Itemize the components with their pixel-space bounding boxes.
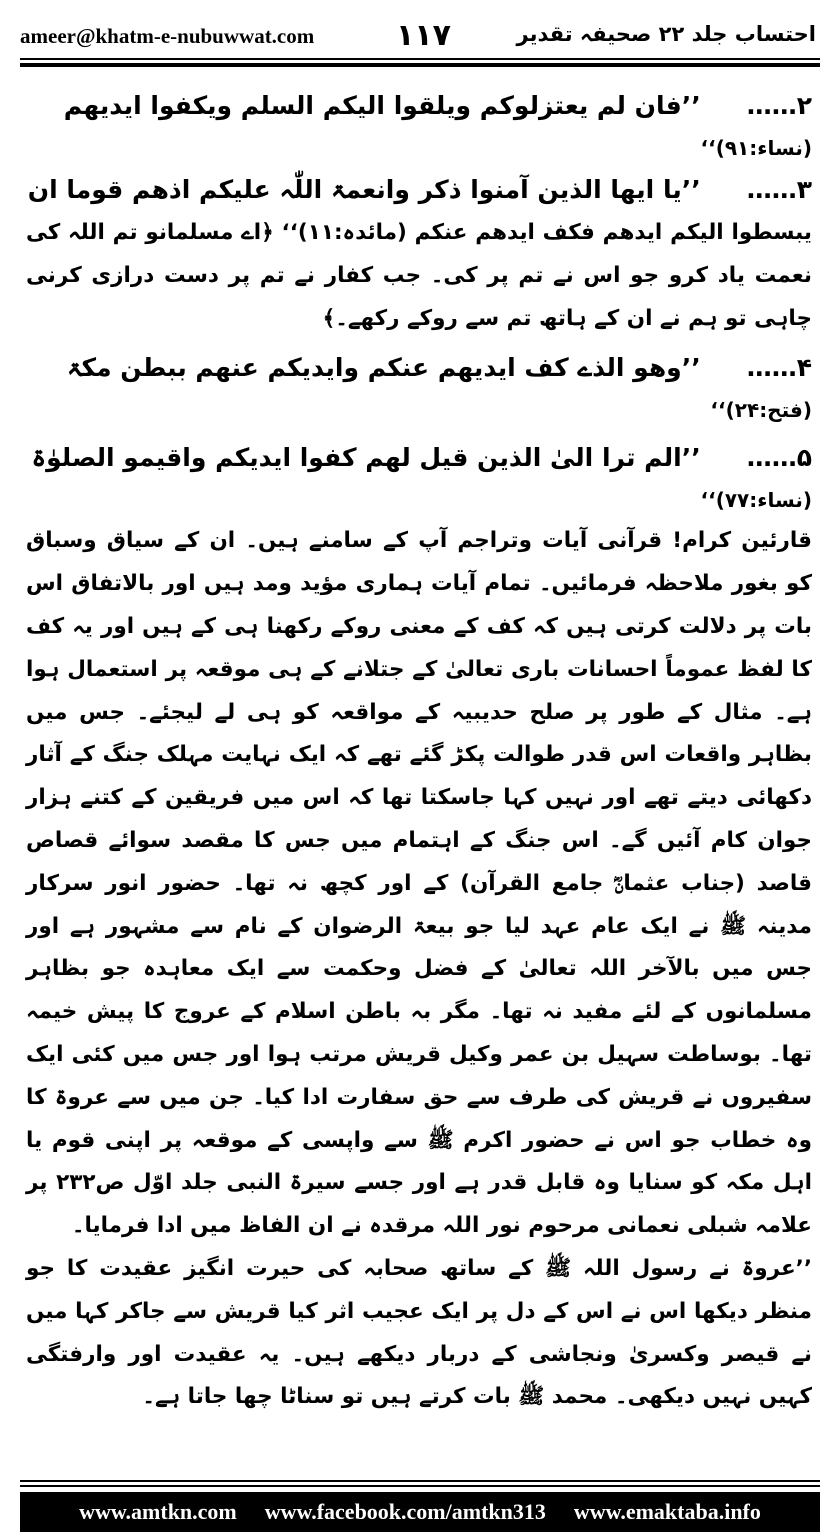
verse-3	[26, 168, 812, 340]
verse-2	[26, 84, 812, 168]
verse-number: ۴……	[746, 353, 812, 383]
verse-arabic: ’’الم ترا الیٰ الذین قیل لھم کفوا ایدیکم واقیمو الصلوٰۃ	[31, 443, 701, 473]
footer-rule-top	[20, 1480, 820, 1482]
verse-reference: (نساء:۷۷)‘‘	[700, 488, 812, 513]
footer-link-site[interactable]: www.amtkn.com	[79, 1499, 237, 1524]
verse-text	[26, 168, 812, 212]
page-footer	[20, 1492, 820, 1532]
header-rule-bottom	[20, 63, 820, 67]
page-number: ۱۱۷	[396, 18, 451, 53]
page-header	[20, 14, 820, 56]
body-paragraph-2: ’’عروۃ نے رسول اللہ ﷺ کے ساتھ صحابہ کی حیرت انگیز عقیدت کا جو منظر دیکھا اس نے اس کے دل پر ایک عجیب اثر کیا قریش سے جاکر کہا میں نے قیصر وکسریٰ ونجاشی کے دربار دیکھے ہیں۔ یہ عقیدت اور وارفتگی کہیں نہیں دیکھی۔ محمد ﷺ بات کرتے ہیں تو سناٹا چھا جاتا ہے۔	[26, 1255, 812, 1410]
verse-arabic: ’’فان لم یعتزلوکم ویلقوا الیکم السلم ویکفوا ایدیھم	[63, 91, 701, 120]
verse-number: ۳……	[746, 175, 812, 204]
verse-reference: (فتح:۲۴)‘‘	[710, 398, 812, 423]
verse-text	[26, 84, 812, 128]
header-rule-top	[20, 58, 820, 60]
footer-link-facebook[interactable]: www.facebook.com/amtkn313	[264, 1499, 546, 1524]
footer-link-emaktaba[interactable]: www.emaktaba.info	[573, 1499, 761, 1524]
verse-number: ۲……	[746, 91, 812, 120]
body-paragraph-1: قارئین کرام! قرآنی آیات وتراجم آپ کے سامنے ہیں۔ ان کے سیاق وسباق کو بغور ملاحظہ فرمائیں۔ تمام آیات ہماری مؤید ومد ہیں اور بالاتفاق اس بات پر دلالت کرتی ہیں کہ کف کے معنی روکے رکھنا ہی کے ہیں اور یہ کف کا لفظ عموماً احسانات باری تعالیٰ کے جتلانے کے ہی موقعہ پر استعمال ہوا ہے۔ مثال کے طور پر صلح حدیبیہ کے مواقعہ کو ہی لے لیجئے۔ جس میں بظاہر واقعات اس قدر طوالت پکڑ گئے تھے کہ ایک نہایت مہلک جنگ کے آثار دکھائی دیتے تھے اور نہیں کہا جاسکتا تھا کہ اس میں فریقین کے کتنے ہزار جوان کام آئیں گے۔ اس جنگ کے اہتمام میں جس کا مقصد سوائے قصاص قاصد (جناب عثمانؓ جامع القرآن) کے اور کچھ نہ تھا۔ حضور انور سرکار مدینہ ﷺ نے ایک عام عہد لیا جو بیعۃ الرضوان کے نام سے مشہور ہے اور جس میں بالآخر اللہ تعالیٰ کے فضل وحکمت سے ایک معاہدہ جو بظاہر مسلمانوں کے لئے مفید نہ تھا۔ مگر بہ باطن اسلام کے عروج کا پیش خیمہ تھا۔ بوساطت سہیل بن عمر وکیل قریش مرتب ہوا اور جس میں کئی ایک سفیروں نے قریش کی طرف سے حق سفارت ادا کیا۔ جن میں سے عروۃ کا وہ خطاب جو اس نے حضور اکرم ﷺ سے واپسی کے موقعہ پر اپنی قوم یا اہل مکہ کو سنایا وہ قابل قدر ہے اور جسے سیرۃ النبی جلد اوّل ص۲۳۲ پر علامہ شبلی نعمانی مرحوم نور اللہ مرقدہ نے ان الفاظ میں ادا فرمایا۔	[26, 528, 812, 1239]
verse-continuation-translation: یبسطوا الیکم ایدھم فکف ایدھم عنکم (مائدہ:۱۱)‘‘ ﴿اے مسلمانو تم اللہ کی نعمت یاد کرو جو اس نے تم پر کی۔ جب کفار نے تم پر دست درازی کرنی چاہی تو ہم نے ان کے ہاتھ تم سے روکے رکھے۔﴾	[26, 220, 812, 331]
verse-reference: (نساء:۹۱)‘‘	[700, 136, 812, 160]
verse-number: ۵……	[746, 443, 812, 473]
book-title: احتساب جلد ۲۲ صحیفہ تقدیر	[516, 22, 816, 46]
page-content	[26, 84, 812, 1419]
verse-text	[26, 436, 812, 480]
verse-4	[26, 346, 812, 430]
verse-text	[26, 346, 812, 390]
verse-5	[26, 436, 812, 520]
verse-arabic: ’’وھو الذے کف ایدیھم عنکم وایدیکم عنھم ببطن مکۃ	[66, 353, 701, 383]
header-email: ameer@khatm-e-nubuwwat.com	[20, 24, 315, 48]
footer-rule-second	[20, 1485, 820, 1487]
verse-arabic: ’’یا ایھا الذین آمنوا ذکر وانعمۃ اللّٰہ علیکم اذھم قوما ان	[27, 175, 701, 204]
